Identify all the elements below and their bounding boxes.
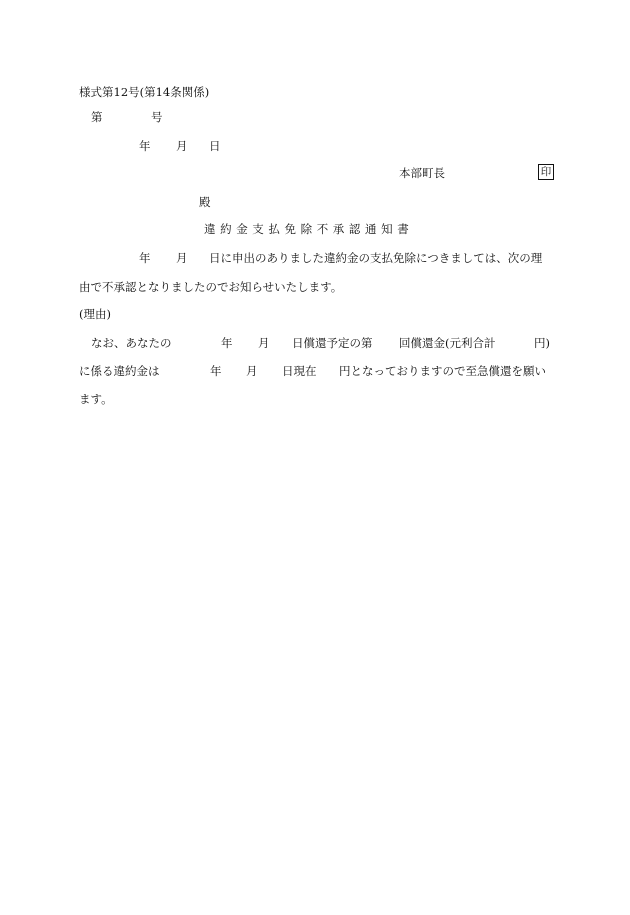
ref-dai: 第 <box>91 110 103 124</box>
form-number: 様式第12号(第14条関係) <box>79 85 210 99</box>
body2-times-text: 回償還金(元利合計 <box>399 336 496 350</box>
date-year: 年 <box>139 139 151 153</box>
body2-line2-month: 月 <box>246 364 258 378</box>
body2-yen: 円) <box>534 336 550 350</box>
body2-day-text: 日償還予定の第 <box>292 336 373 350</box>
date-day: 日 <box>209 139 221 153</box>
body2-lead: なお、あなたの <box>91 336 172 350</box>
body1-year: 年 <box>139 251 151 265</box>
body2-line2-year: 年 <box>210 364 222 378</box>
ref-gou: 号 <box>151 110 163 124</box>
document-title: 違約金支払免除不承認通知書 <box>204 222 414 236</box>
seal-mark: 印 <box>538 164 554 180</box>
addressee-honorific: 殿 <box>199 195 211 209</box>
body2-line2-tail: 円となっておりますので至急償還を願い <box>339 364 546 378</box>
body2-line2-day-text: 日現在 <box>282 364 317 378</box>
body2-line2-lead: に係る違約金は <box>79 364 160 378</box>
body2-month: 月 <box>258 336 270 350</box>
body1-line1: 日に申出のありました違約金の支払免除につきましては、次の理 <box>209 251 543 265</box>
body1-line2: 由で不承認となりましたのでお知らせいたします。 <box>79 280 343 294</box>
body2-line3: ます。 <box>79 392 113 406</box>
issuer-title: 本部町長 <box>399 166 445 180</box>
body2-year: 年 <box>221 336 233 350</box>
body1-month: 月 <box>176 251 188 265</box>
reason-label: (理由) <box>79 307 111 321</box>
date-month: 月 <box>176 139 188 153</box>
